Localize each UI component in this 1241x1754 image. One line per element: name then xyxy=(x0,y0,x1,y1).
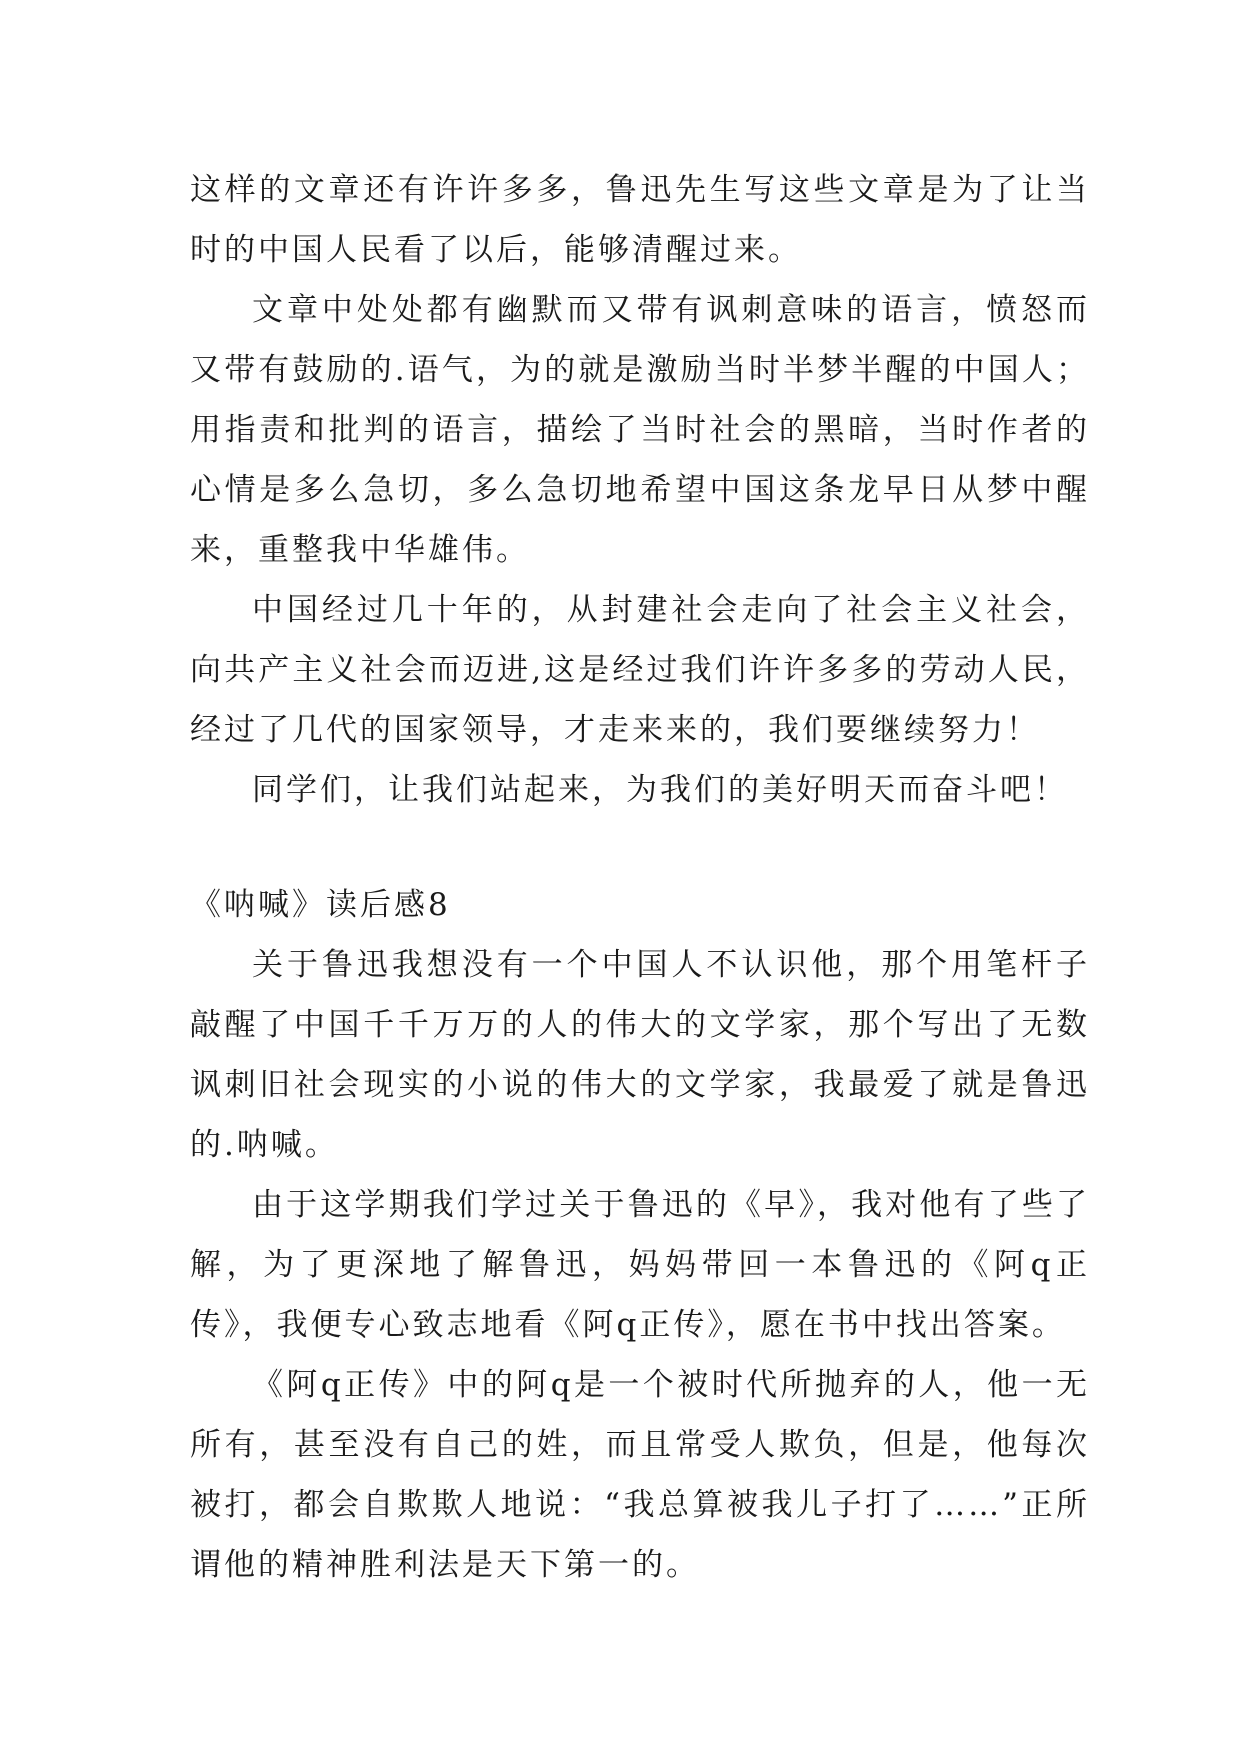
document-body xyxy=(190,160,1090,1595)
paragraph-china-history: 中国经过几十年的，从封建社会走向了社会主义社会，向共产主义社会而迈进,这是经过我们许许多多的劳动人民，经过了几代的国家领导，才走来来的，我们要继续努力！ xyxy=(190,592,1090,748)
paragraph-reading-ahq: 由于这学期我们学过关于鲁迅的《早》，我对他有了些了解，为了更深地了解鲁迅，妈妈带回一本鲁迅的《阿q正传》，我便专心致志地看《阿q正传》，愿在书中找出答案。 xyxy=(190,1187,1090,1343)
paragraph-continuation: 这样的文章还有许许多多，鲁迅先生写这些文章是为了让当时的中国人民看了以后，能够清醒过来。 xyxy=(190,172,1090,268)
paragraph-ahq-character: 《阿q正传》中的阿q是一个被时代所抛弃的人，他一无所有，甚至没有自己的姓，而且常受人欺负，但是，他每次被打，都会自欺欺人地说：“我总算被我儿子打了……”正所谓他的精神胜利法是天下第一的。 xyxy=(190,1367,1090,1583)
paragraph-satire-language: 文章中处处都有幽默而又带有讽刺意味的语言，愤怒而又带有鼓励的.语气，为的就是激励当时半梦半醒的中国人；用指责和批判的语言，描绘了当时社会的黑暗，当时作者的心情是多么急切，多么急切地希望中国这条龙早日从梦中醒来，重整我中华雄伟。 xyxy=(190,292,1090,568)
section-title: 《呐喊》读后感8 xyxy=(190,887,451,923)
paragraph-about-luxun: 关于鲁迅我想没有一个中国人不认识他，那个用笔杆子敲醒了中国千千万万的人的伟大的文学家，那个写出了无数讽刺旧社会现实的小说的伟大的文学家，我最爱了就是鲁迅的.呐喊。 xyxy=(190,947,1090,1163)
paragraph-call-to-action: 同学们，让我们站起来，为我们的美好明天而奋斗吧！ xyxy=(252,772,1068,808)
